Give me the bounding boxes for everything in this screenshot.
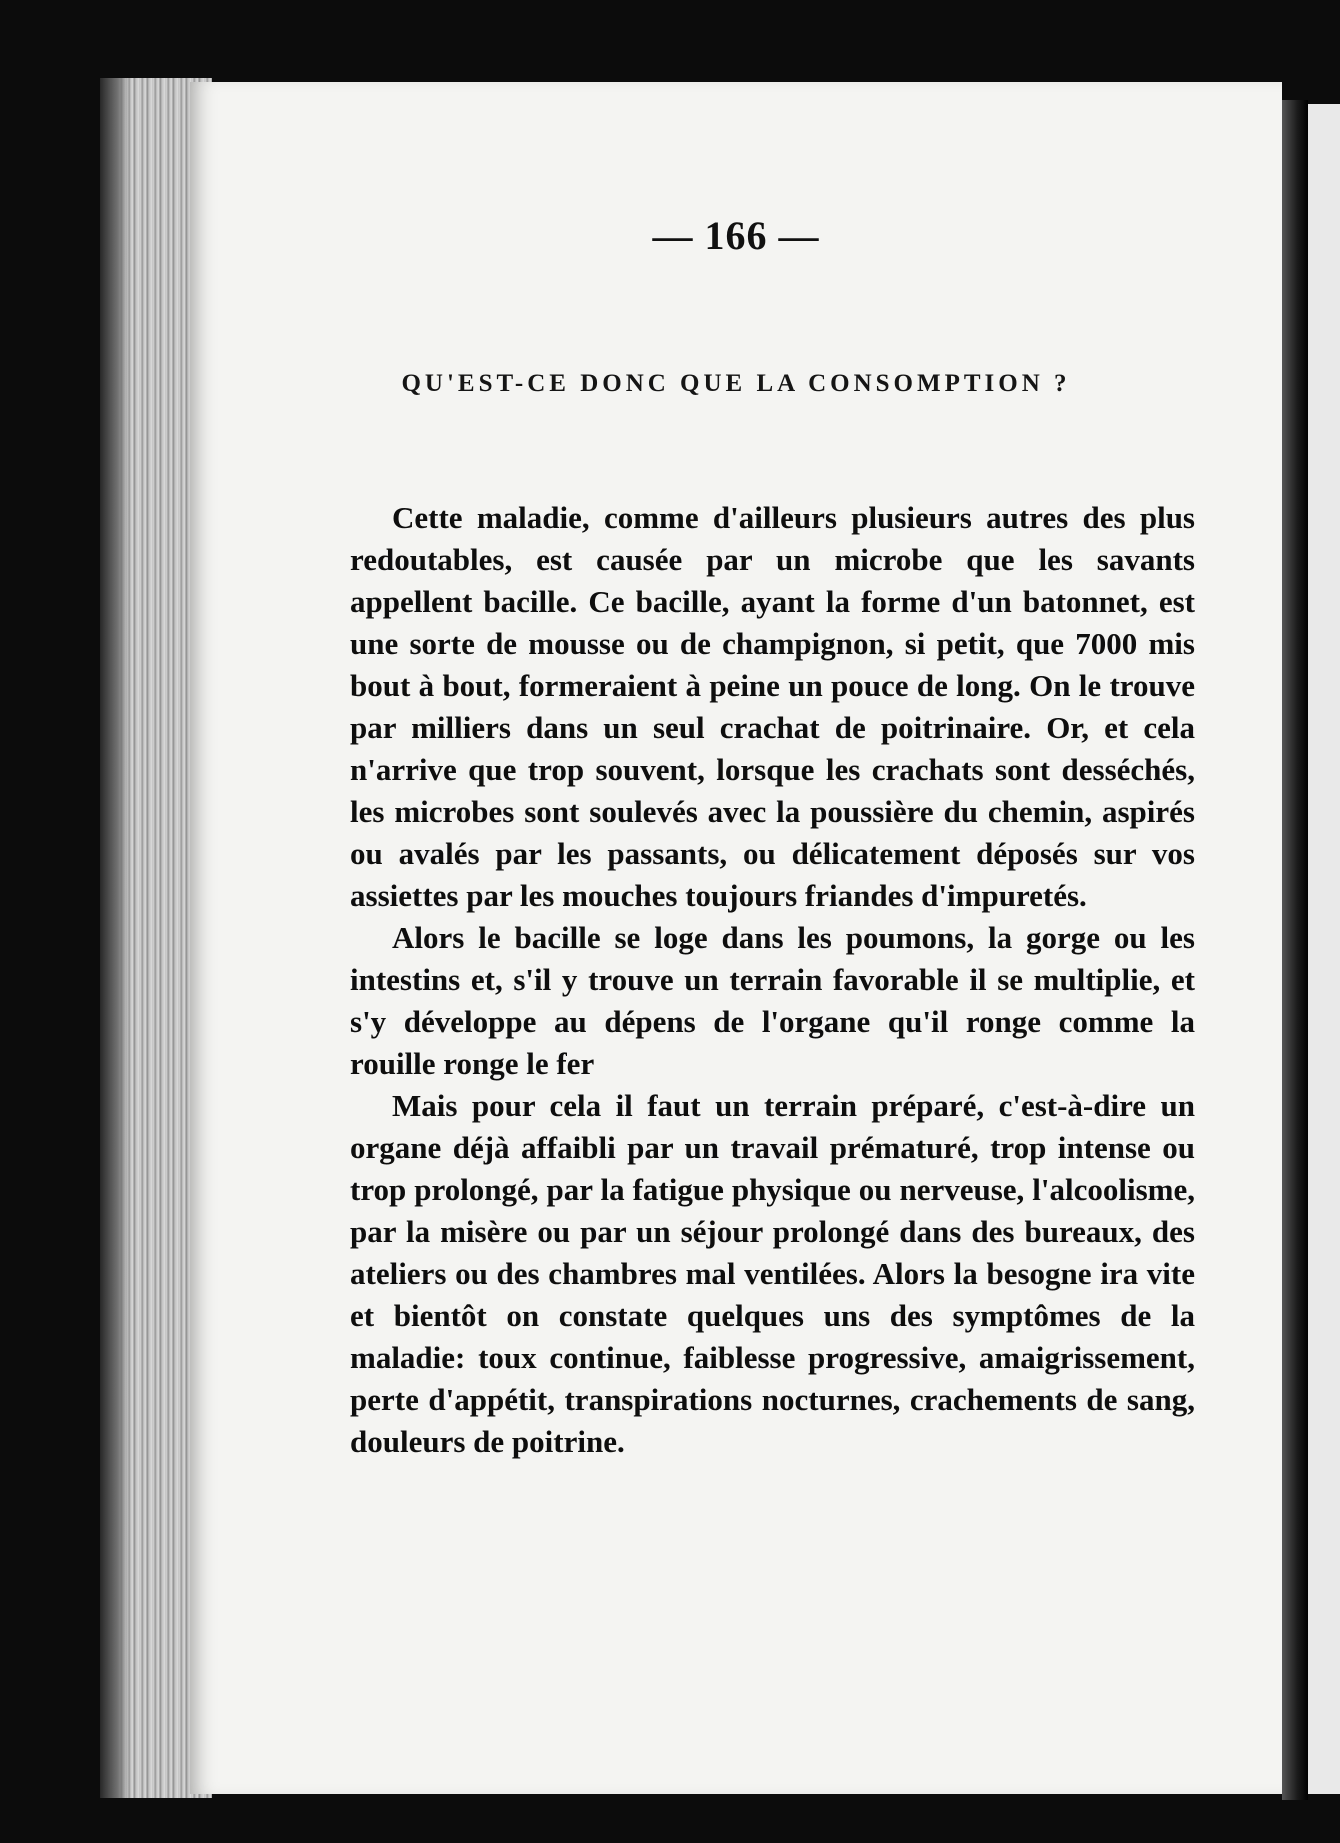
paragraph: Alors le bacille se loge dans les poumons, la gorge ou les intestins et, s'il y trouve un terrain favorable il se multiplie, et s'y développe au dépens de l'organe qu'il ronge comme la rouille ronge le fer [350, 920, 1195, 1081]
paragraph: Cette maladie, comme d'ailleurs plusieurs autres des plus redoutables, est causée par un microbe que les savants appellent bacille. Ce bacille, ayant la forme d'un batonnet, est une sorte de mousse ou de champignon, si petit, que 7000 mis bout à bout, formeraient à peine un pouce de long. On le trouve par milliers dans un seul crachat de poitrinaire. Or, et cela n'arrive que trop souvent, lorsque les crachats sont desséchés, les microbes sont soulevés avec la poussière du chemin, aspirés ou avalés par les passants, ou délicatement déposés sur vos assiettes par les mouches toujours friandes d'impuretés. [350, 500, 1195, 913]
book-page [190, 82, 1282, 1794]
facing-page-edge [1308, 104, 1340, 1794]
book-gutter-shadow [1282, 100, 1308, 1800]
body-text [350, 497, 1195, 1463]
section-heading: QU'EST-CE DONC QUE LA CONSOMPTION ? [401, 370, 1071, 397]
paragraph: Mais pour cela il faut un terrain préparé, c'est-à-dire un organe déjà affaibli par un travail prématuré, trop intense ou trop prolongé, par la fatigue physique ou nerveuse, l'alcoolisme, par la misère ou par un séjour prolongé dans des bureaux, des ateliers ou des chambres mal ventilées. Alors la besogne ira vite et bientôt on constate quelques uns des symptômes de la maladie: toux continue, faiblesse progressive, amaigrissement, perte d'appétit, transpirations nocturnes, crachements de sang, douleurs de poitrine. [350, 1088, 1195, 1459]
page-number: — 166 — [652, 213, 820, 258]
